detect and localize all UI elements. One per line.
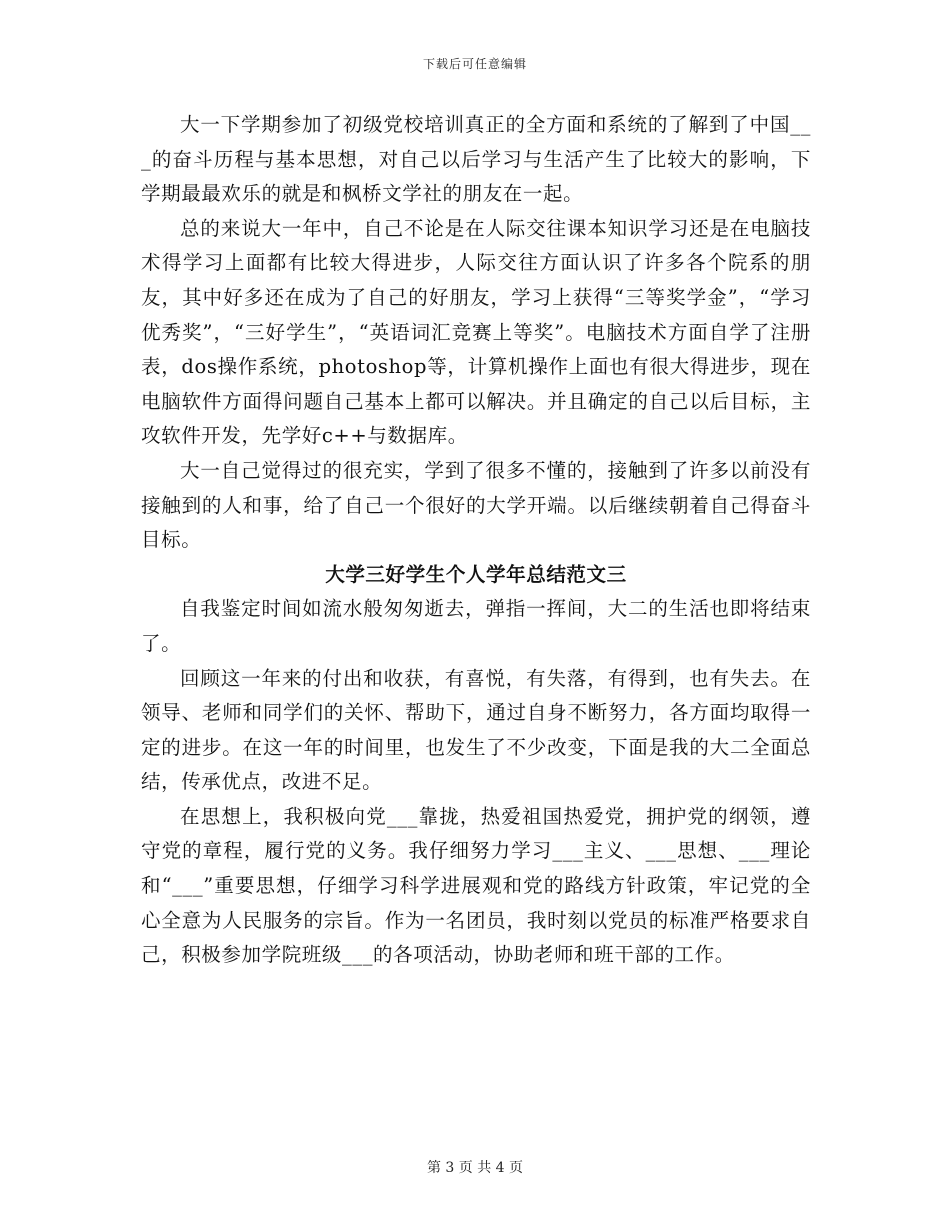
paragraph-1: 大一下学期参加了初级党校培训真正的全方面和系统的了解到了中国___的奋斗历程与基本思想，对自己以后学习与生活产生了比较大的影响，下学期最最欢乐的就是和枫桥文学社的朋友在一起。 [141,113,811,206]
paragraph-2: 总的来说大一年中，自己不论是在人际交往课本知识学习还是在电脑技术得学习上面都有比较大得进步，人际交往方面认识了许多各个院系的朋友，其中好多还在成为了自己的好朋友，学习上获得“三等奖学金”，“学习优秀奖”，“三好学生”，“英语词汇竞赛上等奖”。电脑技术方面自学了注册表，dos操作系统，photoshop等，计算机操作上面也有很大得进步，现在电脑软件方面得问题自己基本上都可以解决。并且确定的自己以后目标，主攻软件开发，先学好c++与数据库。 [141,216,811,448]
paragraph-3: 大一自己觉得过的很充实，学到了很多不懂的，接触到了许多以前没有接触到的人和事，给了自己一个很好的大学开端。以后继续朝着自己得奋斗目标。 [141,458,811,552]
section-paragraph-2: 回顾这一年来的付出和收获，有喜悦，有失落，有得到，也有失去。在领导、老师和同学们的关怀、帮助下，通过自身不断努力，各方面均取得一定的进步。在这一年的时间里，也发生了不少改变，下面是我的大二全面总结，传承优点，改进不足。 [141,666,811,794]
section-paragraph-1: 自我鉴定时间如流水般匆匆逝去，弹指一挥间，大二的生活也即将结束了。 [141,597,811,655]
page-footer: 第 3 页 共 4 页 [426,1160,524,1176]
document-body [141,108,811,973]
section-paragraph-3: 在思想上，我积极向党___靠拢，热爱祖国热爱党，拥护党的纲领，遵守党的章程，履行党的义务。我仔细努力学习___主义、___思想、___理论和“___”重要思想，仔细学习科学进展观和党的路线方针政策，牢记党的全心全意为人民服务的宗旨。作为一名团员，我时刻以党员的标准严格要求自己，积极参加学院班级___的各项活动，协助老师和班干部的工作。 [141,804,811,967]
page-header: 下载后可任意编辑 [422,57,527,71]
section-title: 大学三好学生个人学年总结范文三 [325,562,627,586]
